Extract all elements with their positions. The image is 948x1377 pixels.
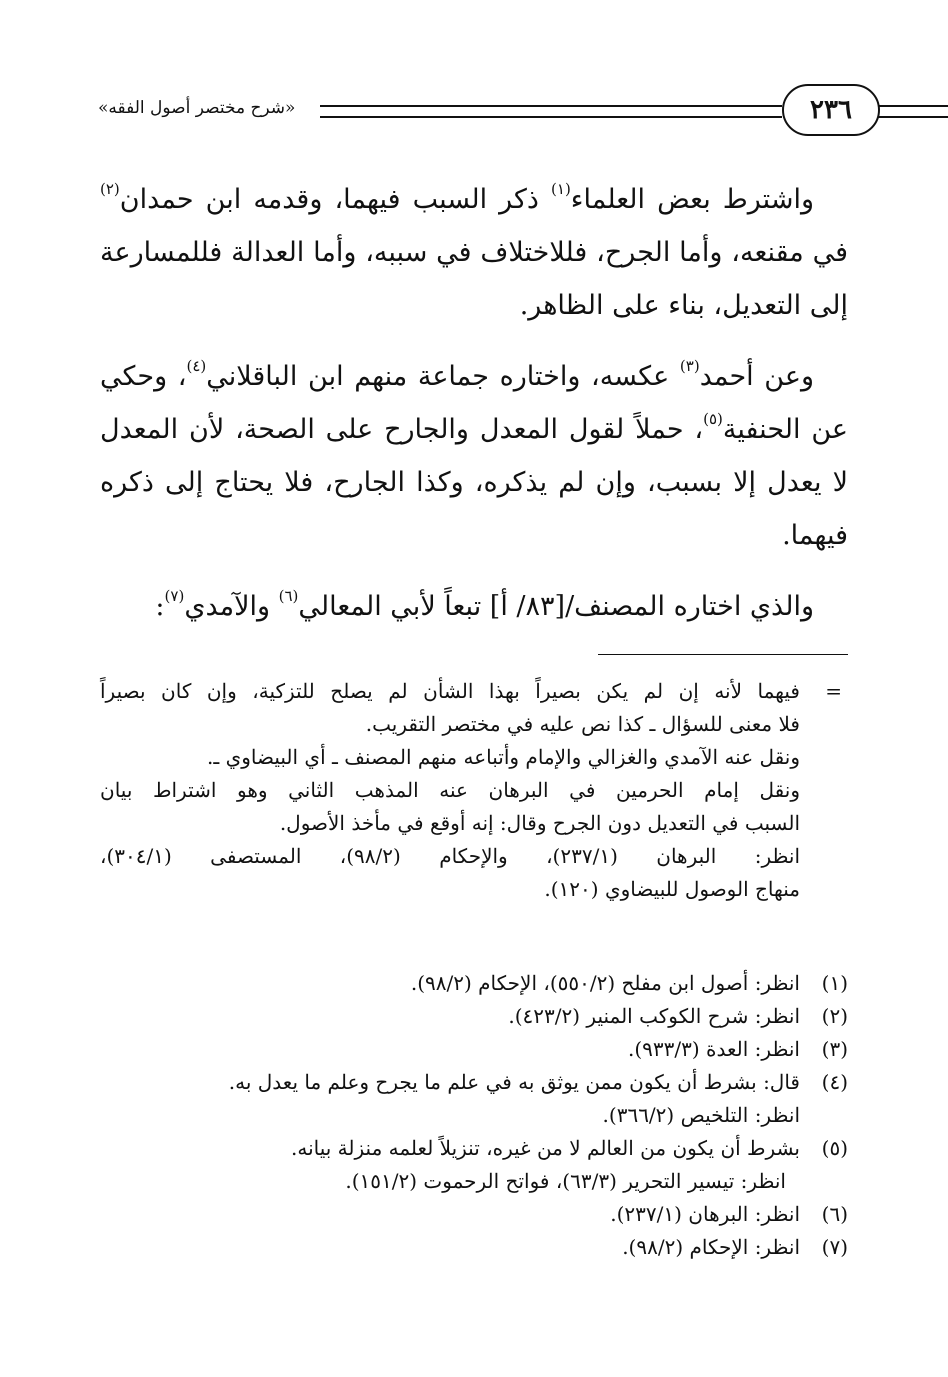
- text-run: واشترط بعض العلماء: [570, 184, 814, 215]
- footnote-item-6: [100, 1198, 848, 1231]
- paragraph-1: [100, 173, 848, 332]
- footnote-text: بشرط أن يكون من العالم لا من غيره، تنزيلاً لعلمه منزلة بيانه.: [290, 1136, 800, 1160]
- footnote-text: انظر: شرح الكوكب المنير (٤٢٣/٢).: [508, 1004, 800, 1028]
- footnote-ref-7[interactable]: (٧): [164, 587, 185, 605]
- footnote-number: (٢): [821, 1004, 848, 1028]
- footnote-ref-6[interactable]: (٦): [278, 587, 299, 605]
- footnote-number: (٥): [821, 1136, 848, 1160]
- text-run: :: [155, 591, 165, 622]
- footnote-text: انظر: البرهان (٢٣٧/١).: [610, 1202, 800, 1226]
- paragraph-3: [100, 580, 848, 633]
- footnote-item-2: [100, 1000, 848, 1033]
- footnote-text: انظر: أصول ابن مفلح (٥٥٠/٢)، الإحكام (٩٨/٢).: [410, 971, 800, 995]
- footnote-text: انظر: الإحكام (٩٨/٢).: [622, 1235, 800, 1259]
- footnote-number: (٤): [821, 1070, 848, 1094]
- page-header: [98, 78, 850, 140]
- footnote-line: ونقل عنه الآمدي والغزالي والإمام وأتباعه منهم المصنف ـ أي البيضاوي ـ.: [207, 745, 800, 769]
- footnote-ref-2[interactable]: (٢): [100, 180, 120, 198]
- book-title: «شرح مختصر أصول الفقه»: [98, 98, 296, 118]
- footnote-line: فلا معنى للسؤال ـ كذا نص عليه في مختصر التقريب.: [365, 712, 800, 736]
- footnote-list: [100, 967, 848, 1264]
- text-run: والذي اختاره المصنف/[٨٣/ أ] تبعاً لأبي المعالي: [298, 591, 814, 622]
- paragraph-2: [100, 350, 848, 562]
- footnote-ref-5[interactable]: (٥): [703, 410, 723, 428]
- footnote-item-1: [100, 967, 848, 1000]
- footnote-item-7: [100, 1231, 848, 1264]
- footnote-number: (٧): [821, 1235, 848, 1259]
- footnote-ref-3[interactable]: (٣): [679, 357, 700, 375]
- footnote-number: (٦): [821, 1202, 848, 1226]
- footnote-ref-1[interactable]: (١): [551, 180, 571, 198]
- footnote-line: ونقل إمام الحرمين في البرهان عنه المذهب الثاني وهو اشتراط بيان: [100, 778, 800, 802]
- continuation-mark: =: [825, 679, 842, 703]
- text-run: في مقنعه، وأما الجرح، فللاختلاف في سببه، وأما العدالة فللمسارعة إلى التعديل، بناء على الظاهر.: [100, 237, 848, 321]
- footnote-line: انظر: البرهان (٢٣٧/١)، والإحكام (٩٨/٢)، المستصفى (٣٠٤/١)،: [100, 844, 801, 868]
- footnote-line: فيهما لأنه إن لم يكن بصيراً بهذا الشأن لم يصلح للتزكية، وإن كان بصيراً: [100, 679, 800, 703]
- footnote-item-3: [100, 1033, 848, 1066]
- footnote-text: قال: بشرط أن يكون ممن يوثق به في علم ما يجرح وعلم ما يعدل به.: [228, 1070, 800, 1094]
- footnote-number: (٣): [821, 1037, 848, 1061]
- text-run: ، حملاً لقول المعدل والجارح على الصحة، لأن المعدل لا يعدل إلا بسبب، وإن لم يذكره، وكذا الجارح، فلا يحتاج إلى ذكره فيهما.: [100, 414, 848, 551]
- text-run: والآمدي: [184, 591, 279, 622]
- footnote-line: السبب في التعديل دون الجرح وقال: إنه أوقع في مأخذ الأصول.: [279, 811, 800, 835]
- header-rule-left: [320, 105, 782, 118]
- footnote-subline: انظر: تيسير التحرير (٦٣/٣)، فواتح الرحموت (١٥١/٢).: [345, 1169, 786, 1193]
- footnote-number: (١): [821, 971, 848, 995]
- page-number: ٢٣٦: [782, 84, 880, 136]
- text-run: وعن أحمد: [699, 361, 814, 392]
- footnote-separator: [598, 654, 848, 655]
- footnote-text: انظر: العدة (٩٣٣/٣).: [628, 1037, 800, 1061]
- footnote-line: منهاج الوصول للبيضاوي (١٢٠).: [544, 877, 800, 901]
- header-rule-right: [876, 105, 948, 118]
- footnote-item-4: [100, 1066, 848, 1132]
- text-run: عكسه، واختاره جماعة منهم ابن الباقلاني: [206, 361, 680, 392]
- text-run: ذكر السبب فيهما، وقدمه ابن حمدان: [119, 184, 552, 215]
- text-run: ، وحكي عن الحنفية: [100, 361, 848, 445]
- footnote-ref-4[interactable]: (٤): [186, 357, 207, 375]
- footnote-item-5: [100, 1132, 848, 1198]
- footnote-continuation: [100, 675, 848, 906]
- footnote-subline: انظر: التلخيص (٣٦٦/٢).: [602, 1103, 800, 1127]
